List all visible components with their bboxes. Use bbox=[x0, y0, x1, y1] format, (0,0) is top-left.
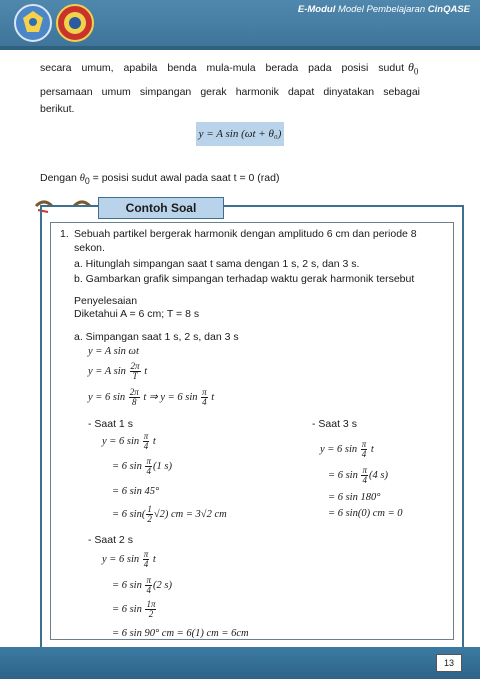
eq-t3-line2: = 6 sin $\frac{\pi}{4}$ (4 s) bbox=[328, 465, 388, 485]
intro-line-2: persamaan umum simpangan gerak harmonik dapat dinyatakan sebagai bbox=[40, 86, 420, 98]
eq-substituted: y = 6 sin $\frac{2\pi}{8}$ t ⇒ y = 6 sin $\frac{\pi}{4}$ t bbox=[88, 387, 215, 407]
general-formula: y = A sin (ωt + θ₀) bbox=[196, 122, 284, 146]
header-strip bbox=[0, 46, 480, 50]
eq-t3-line3: = 6 sin 180° bbox=[328, 492, 381, 503]
saat-1-label: - Saat 1 s bbox=[88, 418, 133, 430]
solution-part-a: a. Simpangan saat 1 s, 2 s, dan 3 s bbox=[74, 331, 239, 343]
footer-bar bbox=[0, 647, 480, 679]
eq-basic: y = A sin ωt bbox=[88, 346, 139, 357]
eq-t3-line4: = 6 sin(0) cm = 0 bbox=[328, 508, 403, 519]
eq-t1-line1: y = 6 sin $\frac{\pi}{4}$ t bbox=[102, 431, 156, 451]
problem-part-a: a. Hitunglah simpangan saat t sama dengan 1 s, 2 s, dan 3 s. bbox=[74, 258, 360, 270]
eq-angular: y = A sin $\frac{2\pi}{T}$ t bbox=[88, 361, 148, 381]
eq-t3-line1: y = 6 sin $\frac{\pi}{4}$ t bbox=[320, 439, 374, 459]
theta-definition: Dengan $\theta_0$ = posisi sudut awal pada saat t = 0 (rad) bbox=[40, 172, 280, 187]
eq-t2-line1: y = 6 sin $\frac{\pi}{4}$ t bbox=[102, 549, 156, 569]
page-number: 13 bbox=[436, 654, 462, 672]
intro-line-1: secara umum, apabila benda mula-mula berada pada posisi sudut bbox=[40, 62, 404, 74]
problem-text-1: Sebuah partikel bergerak harmonik dengan amplitudo 6 cm dan periode 8 bbox=[74, 228, 417, 240]
penyelesaian-heading: Penyelesaian bbox=[74, 295, 138, 307]
problem-part-b: b. Gambarkan grafik simpangan terhadap waktu gerak harmonik tersebut bbox=[74, 273, 415, 285]
intro-line-3: berikut. bbox=[40, 103, 75, 115]
problem-text-2: sekon. bbox=[74, 242, 105, 254]
saat-2-label: - Saat 2 s bbox=[88, 534, 133, 546]
eq-t1-line4: = 6 sin( $\frac{1}{2}$ √2) cm = 3√2 cm bbox=[112, 504, 227, 524]
eq-t2-line3: = 6 sin $\frac{1\pi}{2}$ bbox=[112, 599, 156, 619]
header-title: E-Modul Model Pembelajaran CinQASE bbox=[297, 4, 470, 15]
eq-t2-line4: = 6 sin 90° cm = 6(1) cm = 6cm bbox=[112, 628, 249, 639]
eq-t1-line2: = 6 sin $\frac{\pi}{4}$ (1 s) bbox=[112, 456, 172, 476]
saat-3-label: - Saat 3 s bbox=[312, 418, 357, 430]
theta-symbol: $\theta_0$ bbox=[408, 60, 419, 77]
university-logo bbox=[56, 4, 94, 42]
problem-number: 1. bbox=[60, 228, 69, 240]
eq-t1-line3: = 6 sin 45° bbox=[112, 486, 160, 497]
diketahui: Diketahui A = 6 cm; T = 8 s bbox=[74, 308, 200, 320]
tut-wuri-handayani-logo bbox=[14, 4, 52, 42]
eq-t2-line2: = 6 sin $\frac{\pi}{4}$ (2 s) bbox=[112, 575, 172, 595]
contoh-soal-title: Contoh Soal bbox=[98, 197, 224, 219]
